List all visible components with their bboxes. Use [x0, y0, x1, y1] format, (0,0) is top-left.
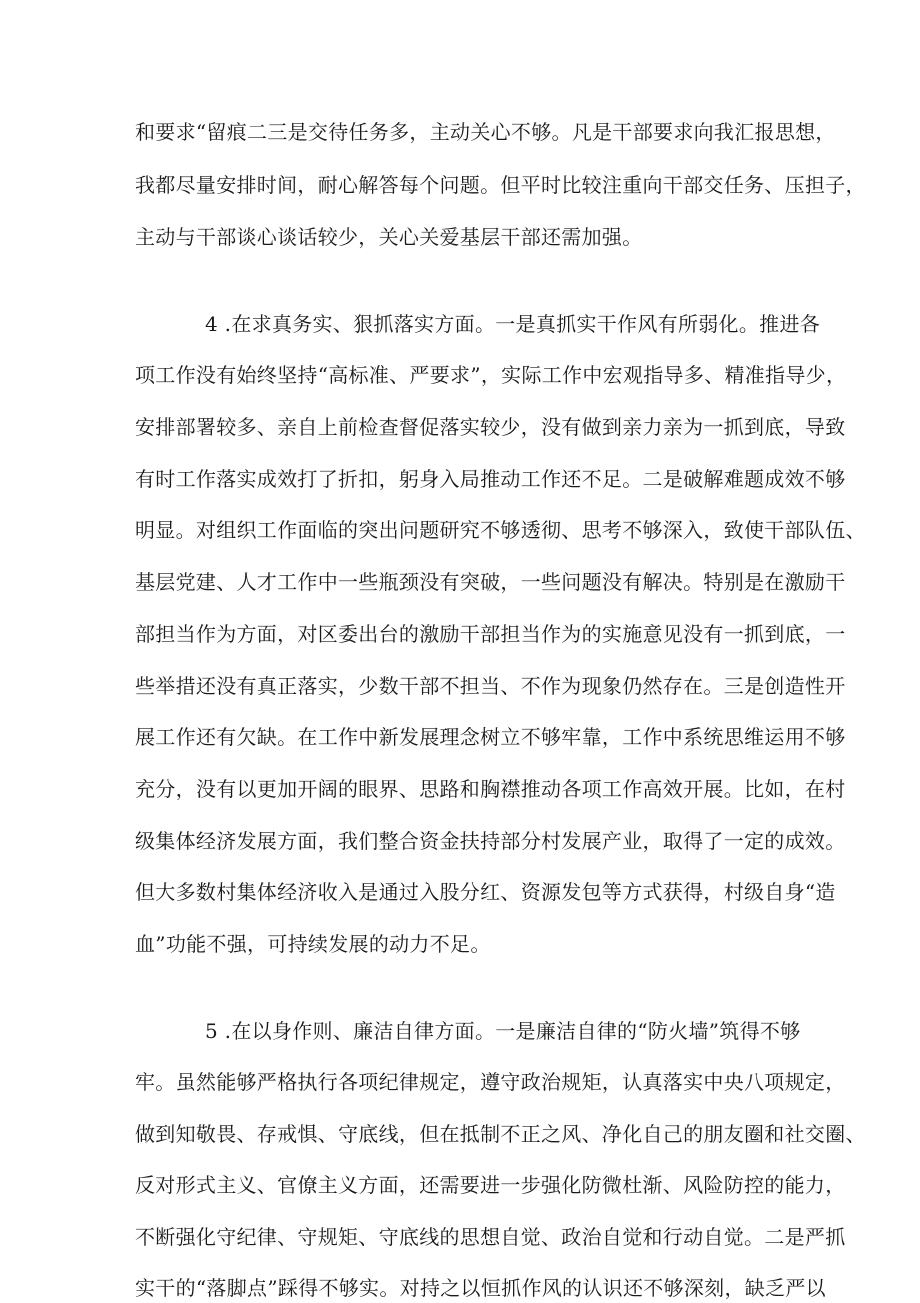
- text-line: 但大多数村集体经济收入是通过入股分红、资源发包等方式获得，村级自身“造: [135, 880, 836, 904]
- text-line: 展工作还有欠缺。在工作中新发展理念树立不够牢靠，工作中系统思维运用不够: [135, 725, 846, 749]
- text-line: 反对形式主义、官僚主义方面，还需要进一步强化防微杜渐、风险防控的能力，: [135, 1173, 846, 1197]
- text-line: 血”功能不强，可持续发展的动力不足。: [135, 932, 491, 956]
- text-line: 主动与干部谈心谈话较少，关心关爱基层干部还需加强。: [135, 225, 643, 249]
- text-line: 明显。对组织工作面临的突出问题研究不够透彻、思考不够深入，致使干部队伍、: [135, 518, 866, 542]
- text-line: 做到知敬畏、存戒惧、守底线，但在抵制不正之风、净化自己的朋友圈和社交圈、: [135, 1122, 866, 1146]
- text-line: 安排部署较多、亲自上前检查督促落实较少，没有做到亲力亲为一抓到底，导致: [135, 415, 846, 439]
- text-line: 充分，没有以更加开阔的眼界、思路和胸襟推动各项工作高效开展。比如，在村: [135, 777, 846, 801]
- text-line: 我都尽量安排时间，耐心解答每个问题。但平时比较注重向干部交任务、压担子，: [135, 173, 866, 197]
- text-line: 不断强化守纪律、守规矩、守底线的思想自觉、政治自觉和行动自觉。二是严抓: [135, 1225, 846, 1249]
- text-line: 部担当作为方面，对区委出台的激励干部担当作为的实施意见没有一抓到底，一: [135, 622, 846, 646]
- text-line: 有时工作落实成效打了折扣，躬身入局推动工作还不足。二是破解难题成效不够: [135, 467, 846, 491]
- text-line: 些举措还没有真正落实，少数干部不担当、不作为现象仍然存在。三是创造性开: [135, 674, 846, 698]
- text-line: 和要求“留痕二三是交待任务多，主动关心不够。凡是干部要求向我汇报思想，: [135, 120, 836, 144]
- text-line: 项工作没有始终坚持“高标准、严要求”，实际工作中宏观指导多、精准指导少，: [135, 363, 847, 387]
- text-line: 级集体经济发展方面，我们整合资金扶持部分村发展产业，取得了一定的成效。: [135, 829, 846, 853]
- text-line: 牢。虽然能够严格执行各项纪律规定，遵守政治规矩，认真落实中央八项规定，: [135, 1070, 846, 1094]
- text-line: 基层党建、人才工作中一些瓶颈没有突破，一些问题没有解决。特别是在激励干: [135, 570, 846, 594]
- text-line: 4 .在求真务实、狠抓落实方面。一是真抓实干作风有所弱化。推进各: [205, 312, 821, 336]
- text-line: 实干的“落脚点”踩得不够实。对持之以恒抓作风的认识还不够深刻，缺乏严以: [135, 1276, 826, 1300]
- text-line: 5 .在以身作则、廉洁自律方面。一是廉洁自律的“防火墙”筑得不够: [205, 1019, 801, 1043]
